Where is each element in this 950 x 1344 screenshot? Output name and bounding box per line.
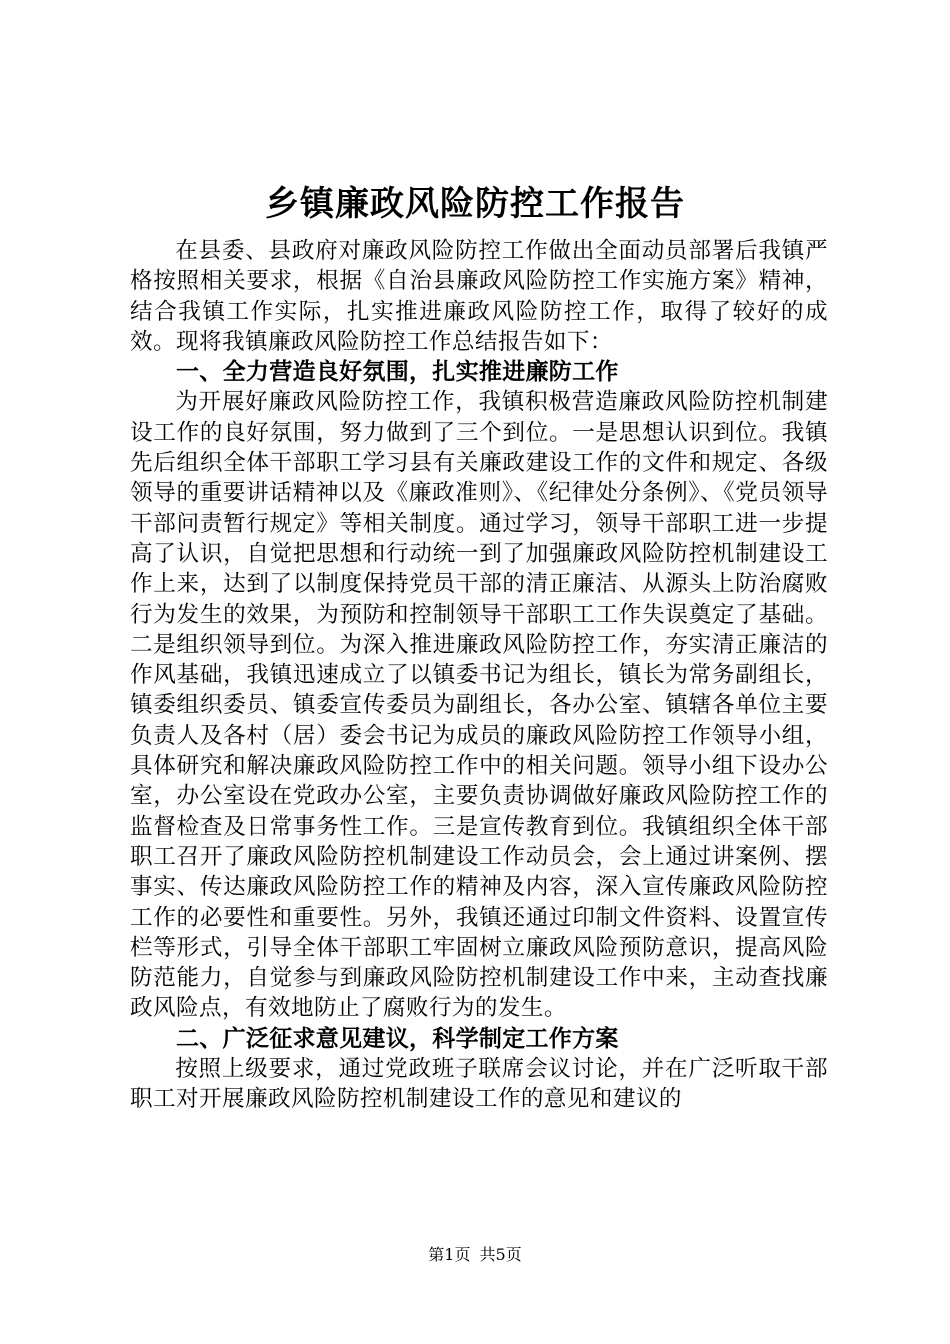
page-footer	[0, 1244, 950, 1266]
section-heading-1: 一、全力营造良好氛围，扎实推进廉防工作	[176, 358, 619, 386]
page-number: 第1页	[428, 1245, 471, 1264]
document-body	[130, 236, 828, 1115]
paragraph-section-1: 为开展好廉政风险防控工作，我镇积极营造廉政风险防控机制建设工作的良好氛围，努力做到了三个到位。一是思想认识到位。我镇先后组织全体干部职工学习县有关廉政建设工作的文件和规定、各级领导的重要讲话精神以及《廉政准则》、《纪律处分条例》、《党员领导干部问责暂行规定》等相关制度。通过学习，领导干部职工进一步提高了认识，自觉把思想和行动统一到了加强廉政风险防控机制建设工作上来，达到了以制度保持党员干部的清正廉洁、从源头上防治腐败行为发生的效果，为预防和控制领导干部职工工作失误奠定了基础。二是组织领导到位。为深入推进廉政风险防控工作，夯实清正廉洁的作风基础，我镇迅速成立了以镇委书记为组长，镇长为常务副组长，镇委组织委员、镇委宣传委员为副组长，各办公室、镇辖各单位主要负责人及各村（居）委会书记为成员的廉政风险防控工作领导小组，具体研究和解决廉政风险防控工作中的相关问题。领导小组下设办公室，办公室设在党政办公室，主要负责协调做好廉政风险防控工作的监督检查及日常事务性工作。三是宣传教育到位。我镇组织全体干部职工召开了廉政风险防控机制建设工作动员会，会上通过讲案例、摆事实、传达廉政风险防控工作的精神及内容，深入宣传廉政风险防控工作的必要性和重要性。另外，我镇还通过印制文件资料、设置宣传栏等形式，引导全体干部职工牢固树立廉政风险预防意识，提高风险防范能力，自觉参与到廉政风险防控机制建设工作中来，主动查找廉政风险点，有效地防止了腐败行为的发生。	[130, 389, 828, 1022]
document-title: 乡镇廉政风险防控工作报告	[265, 184, 685, 224]
section-heading-2: 二、广泛征求意见建议，科学制定工作方案	[176, 1024, 619, 1052]
page-total: 共5页	[479, 1245, 522, 1264]
paragraph-section-2: 按照上级要求，通过党政班子联席会议讨论，并在广泛听取干部职工对开展廉政风险防控机制建设工作的意见和建议的	[130, 1056, 828, 1113]
paragraph-intro: 在县委、县政府对廉政风险防控工作做出全面动员部署后我镇严格按照相关要求，根据《自治县廉政风险防控工作实施方案》精神，结合我镇工作实际，扎实推进廉政风险防控工作，取得了较好的成效。现将我镇廉政风险防控工作总结报告如下：	[130, 238, 828, 355]
